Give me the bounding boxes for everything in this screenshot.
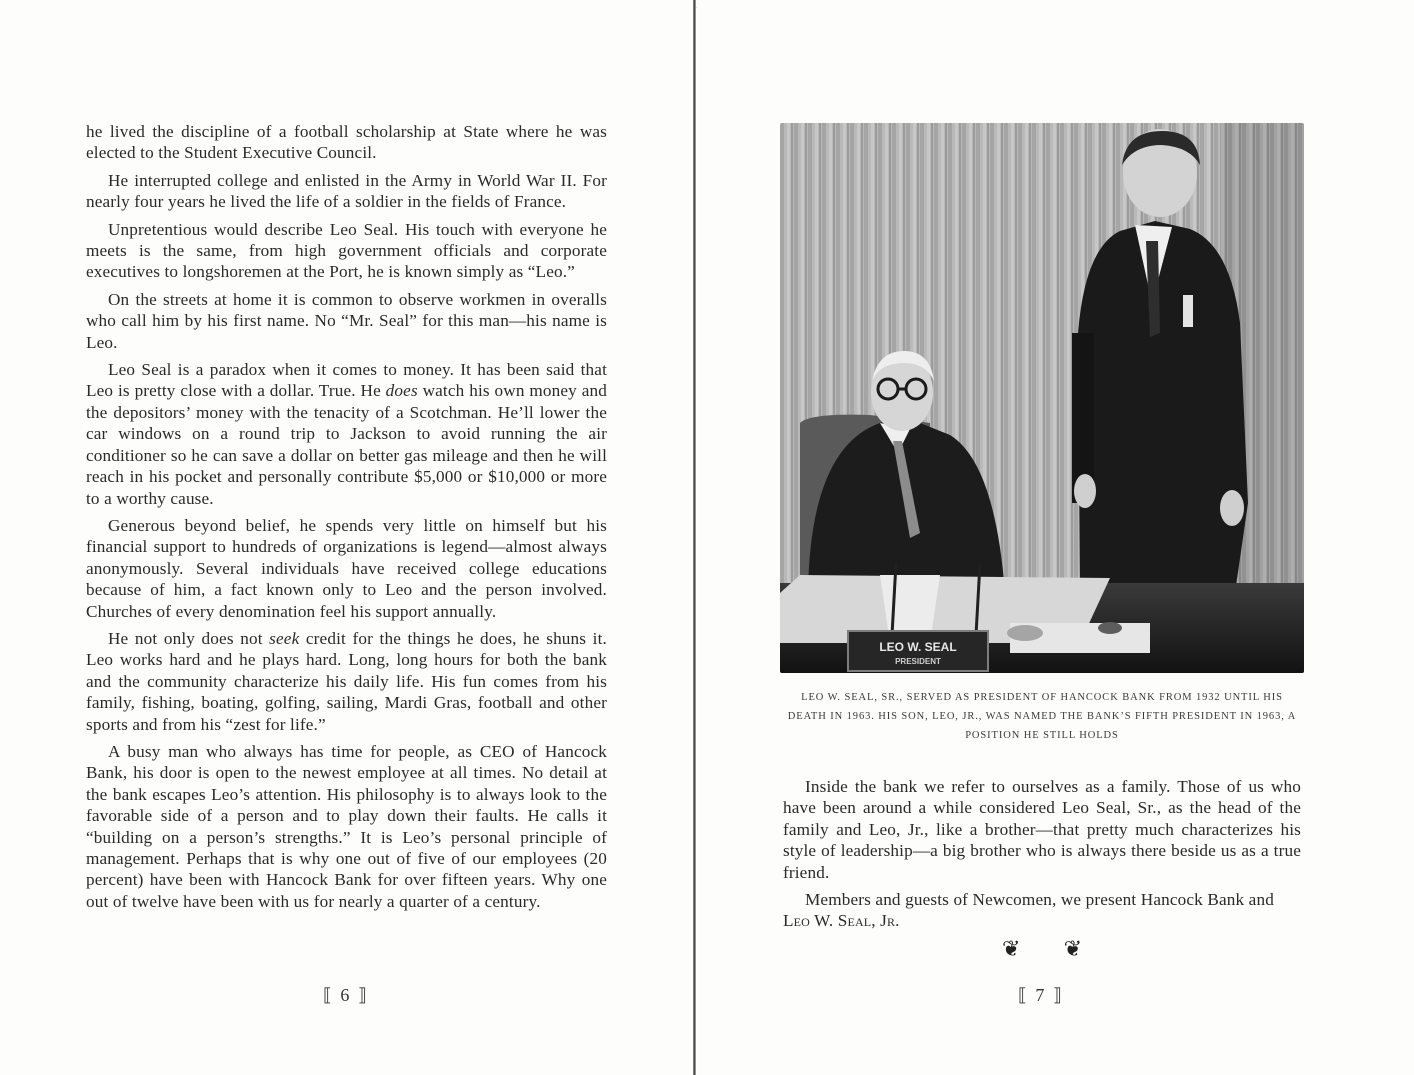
book-gutter [693, 0, 696, 1075]
paragraph [86, 628, 607, 735]
portrait-photo [780, 123, 1304, 673]
paragraph-text: watch his own money and the depositors’ money with the tenacity of a Scotchman. He’ll lower the car windows on a round trip to Jackson to avoid running the air conditioner so he can save a dollar on better gas mileage and then he will reach in his pocket and personally contribute $5,000 or $10,000 or more to a worthy cause. [86, 381, 607, 508]
paragraph [783, 889, 1301, 932]
right-page-text [783, 776, 1301, 938]
paragraph-text: Members and guests of Newcomen, we present Hancock Bank and [805, 890, 1274, 910]
paragraph-text: Leo Seal is a paradox when it comes to money. It has been said that Leo is pretty close with a dollar. True. He [86, 360, 607, 401]
paragraph: Inside the bank we refer to ourselves as a family. Those of us who have been around a while considered Leo Seal, Sr., as the head of the family and Leo, Jr., like a brother—that pretty much characterizes his style of leadership—a big brother who is always there beside us as a true friend. [783, 777, 1301, 882]
left-page-text [86, 121, 607, 918]
paragraph-text: credit for the things he does, he shuns it. Leo works hard and he plays hard. Long, long hours for both the bank and the community characterize his daily life. His fun comes from his family, fishing, boating, golfing, sailing, Mardi Gras, football and other sports and from his “zest for life.” [86, 628, 607, 734]
photo-caption: LEO W. SEAL, SR., SERVED AS PRESIDENT OF HANCOCK BANK FROM 1932 UNTIL HIS DEATH IN 1963. HIS SON, LEO, JR., WAS NAMED THE BANK’S FIFTH PRESIDENT IN 1963, A POSITION HE STILL HOLDS [787, 692, 1297, 741]
paragraph: Generous beyond belief, he spends very little on himself but his financial support to hundreds of organizations is legend—almost always anonymously. Several individuals have received college educations because of him, a fact known only to Leo and the person involved. Churches of every denomination feel his support annually. [86, 515, 607, 621]
page-number: ⟦ 7 ⟧ [1018, 985, 1064, 1005]
nameplate-subtext: PRESIDENT [895, 657, 941, 666]
left-page [0, 0, 694, 1075]
paragraph: he lived the discipline of a football scholarship at State where he was elected to the Student Executive Council. [86, 122, 607, 163]
paragraph: On the streets at home it is common to observe workmen in overalls who call him by his first name. No “Mr. Seal” for this man—his name is Leo. [86, 289, 607, 352]
paragraph: Unpretentious would describe Leo Seal. His touch with everyone he meets is the same, from high government officials and corporate executives to longshoremen at the Port, he is known simply as “Leo.” [86, 219, 607, 282]
nameplate-text: LEO W. SEAL [879, 640, 957, 654]
emphasis: does [385, 381, 418, 401]
fleuron-icon: ❦ [1002, 936, 1021, 961]
paragraph: A busy man who always has time for people, as CEO of Hancock Bank, his door is open to the newest employee at all times. No detail at the bank escapes Leo’s attention. His philosophy is to always look to the favorable side of a person and to play down their faults. He calls it “building on a person’s strengths.” It is Leo’s personal principle of management. Perhaps that is why one out of five of our employees (20 percent) have been with Hancock Bank for over fifteen years. Why one out of twelve have been with us for nearly a quarter of a century. [86, 741, 607, 911]
fleuron-ornaments [1002, 936, 1082, 962]
paragraph [86, 359, 607, 509]
page-number: ⟦ 6 ⟧ [323, 985, 369, 1005]
paragraph: He interrupted college and enlisted in the Army in World War II. For nearly four years he lived the life of a soldier in the fields of France. [86, 170, 607, 212]
closing-name: Leo W. Seal, Jr. [783, 911, 900, 931]
paragraph-text: He not only does not [108, 628, 270, 648]
emphasis: seek [269, 628, 300, 648]
fleuron-icon: ❦ [1063, 936, 1082, 961]
